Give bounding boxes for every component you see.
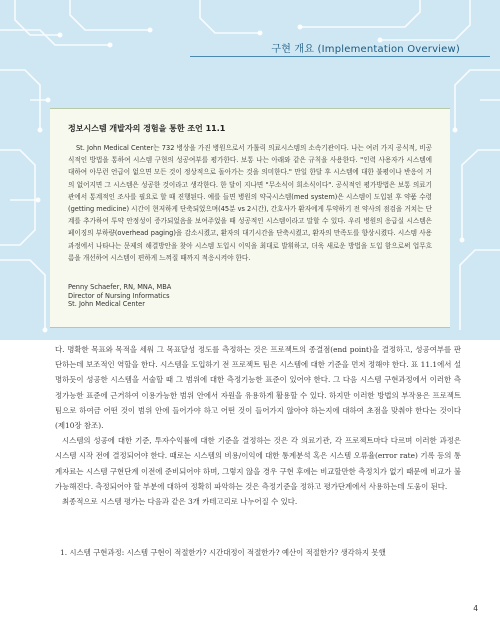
- signature-block: [68, 283, 171, 309]
- paragraph: 시스템의 성공에 대한 기준, 투자수익률에 대한 기준을 결정하는 것은 각 의료기관, 각 프로젝트마다 다르며 이러한 과정은 시스템 시작 전에 결정되어야 한다. 때로는 시스템의 비용/이익에 대한 통계분석 혹은 시스템 오류율(error rate) 기록 등의 통계자료는 시스템 구현단계 이전에 준비되어야 하며, 그렇지 않을 경우 구현 후에는 비교할만한 측정치가 없기 때문에 비교가 불가능해진다. 측정되어야 할 부분에 대하여 정확히 파악하는 것은 측정기준을 정하고 평가단계에서 사용하는데 도움이 된다.: [55, 436, 461, 491]
- main-text: [55, 342, 461, 509]
- signature-name: Penny Schaefer, RN, MNA, MBA: [68, 283, 172, 291]
- box-body: St. John Medical Center는 732 병상을 가진 병원으로서 가톨릭 의료시스템의 소속기관이다. 나는 여러 가지 공식적, 비공식적인 방법을 통하여 시스템 구현의 성공여부를 평가한다. 보통 나는 아래와 같은 규칙을 사용한다. "인력 사용자가 시스템에 대하여 아무런 언급이 없으면 모든 것이 정상적으로 돌아가는 것을 의미한다." 만일 한달 후 시스템에 대한 불평이나 반응이 거의 없어지면 그 시스템은 성공한 것이라고 생각한다. 한 달이 지나면 "무소식이 희소식이다". 공식적인 평가방법은 보통 의료기관에서 통계적인 조사를 필요로 할 때 진행된다. 예를 들면 병원의 약국시스템(med system)은 시스템이 도입된 후 약품 수령(getting medicine) 시간이 현저하게 단축되었으며(45분 vs 2시간), 간호사가 환자에게 투약하기 전 약사의 점검을 거치는 단계를 추가하여 투약 안정성이 증가되었음을 보여주었을 때 성공적인 시스템이라고 말할 수 있다. 우리 병원의 응급실 시스템은 페이징의 부하량(overhead paging)을 감소시켰고, 환자의 대기시간을 단축시켰고, 환자의 만족도를 향상시켰다. 시스템 사용과정에서 나타나는 문제의 해결방안을 찾아 시스템 도입시 이익을 최대로 발휘하고, 더욱 새로운 방법을 도입 함으로써 업무흐름을 개선하여 시스템이 편하게 느껴질 때까지 적응시켜야 한다.: [68, 144, 432, 262]
- signature-org: St. John Medical Center: [68, 300, 145, 309]
- list-item: 1. 시스템 구현과정: 시스템 구현이 적절한가? 시간대정이 적절한가? 예산이 적절한가? 생각하지 못했: [60, 548, 386, 557]
- section-title: 구현 개요 (Implementation Overview): [271, 44, 460, 55]
- page-number: 4: [473, 604, 478, 613]
- signature-title: Director of Nursing Informatics: [68, 291, 170, 300]
- box-title: 정보시스템 개발자의 경험을 통한 조언 11.1: [68, 124, 226, 133]
- sidebar-box: [50, 108, 450, 328]
- header-divider: [190, 56, 490, 57]
- paragraph: 최종적으로 시스템 평가는 다음과 같은 3개 카테고리로 나누어질 수 있다.: [62, 497, 298, 507]
- paragraph: 다. 명확한 목표와 목적을 세워 그 목표달성 정도를 측정하는 것은 프로젝트의 종결점(end point)을 결정하고, 성공여부를 판단하는데 보조적인 역할을 한다. 시스템을 도입하기 전 프로젝트 팀은 시스템에 대한 기준을 먼저 정해야 한다. 표 11.1에서 설명하듯이 성공한 시스템을 서술할 때 그 범위에 대한 측정기능한 표준이 있어야 한다. 그 다음 시스템 구현과정에서 이러한 측정가능한 표준에 근거하여 이용가능한 범위 안에서 자원을 유용하게 활용할 수 있다. 하지만 이러한 방법의 부작용은 프로젝트 팀으로 하여금 어떤 것이 범위 안에 들어가야 하고 어떤 것이 들어가지 않아야 하는지에 대하여 초점을 맞춰야 한다는 것이다 (제10장 참조).: [55, 345, 461, 431]
